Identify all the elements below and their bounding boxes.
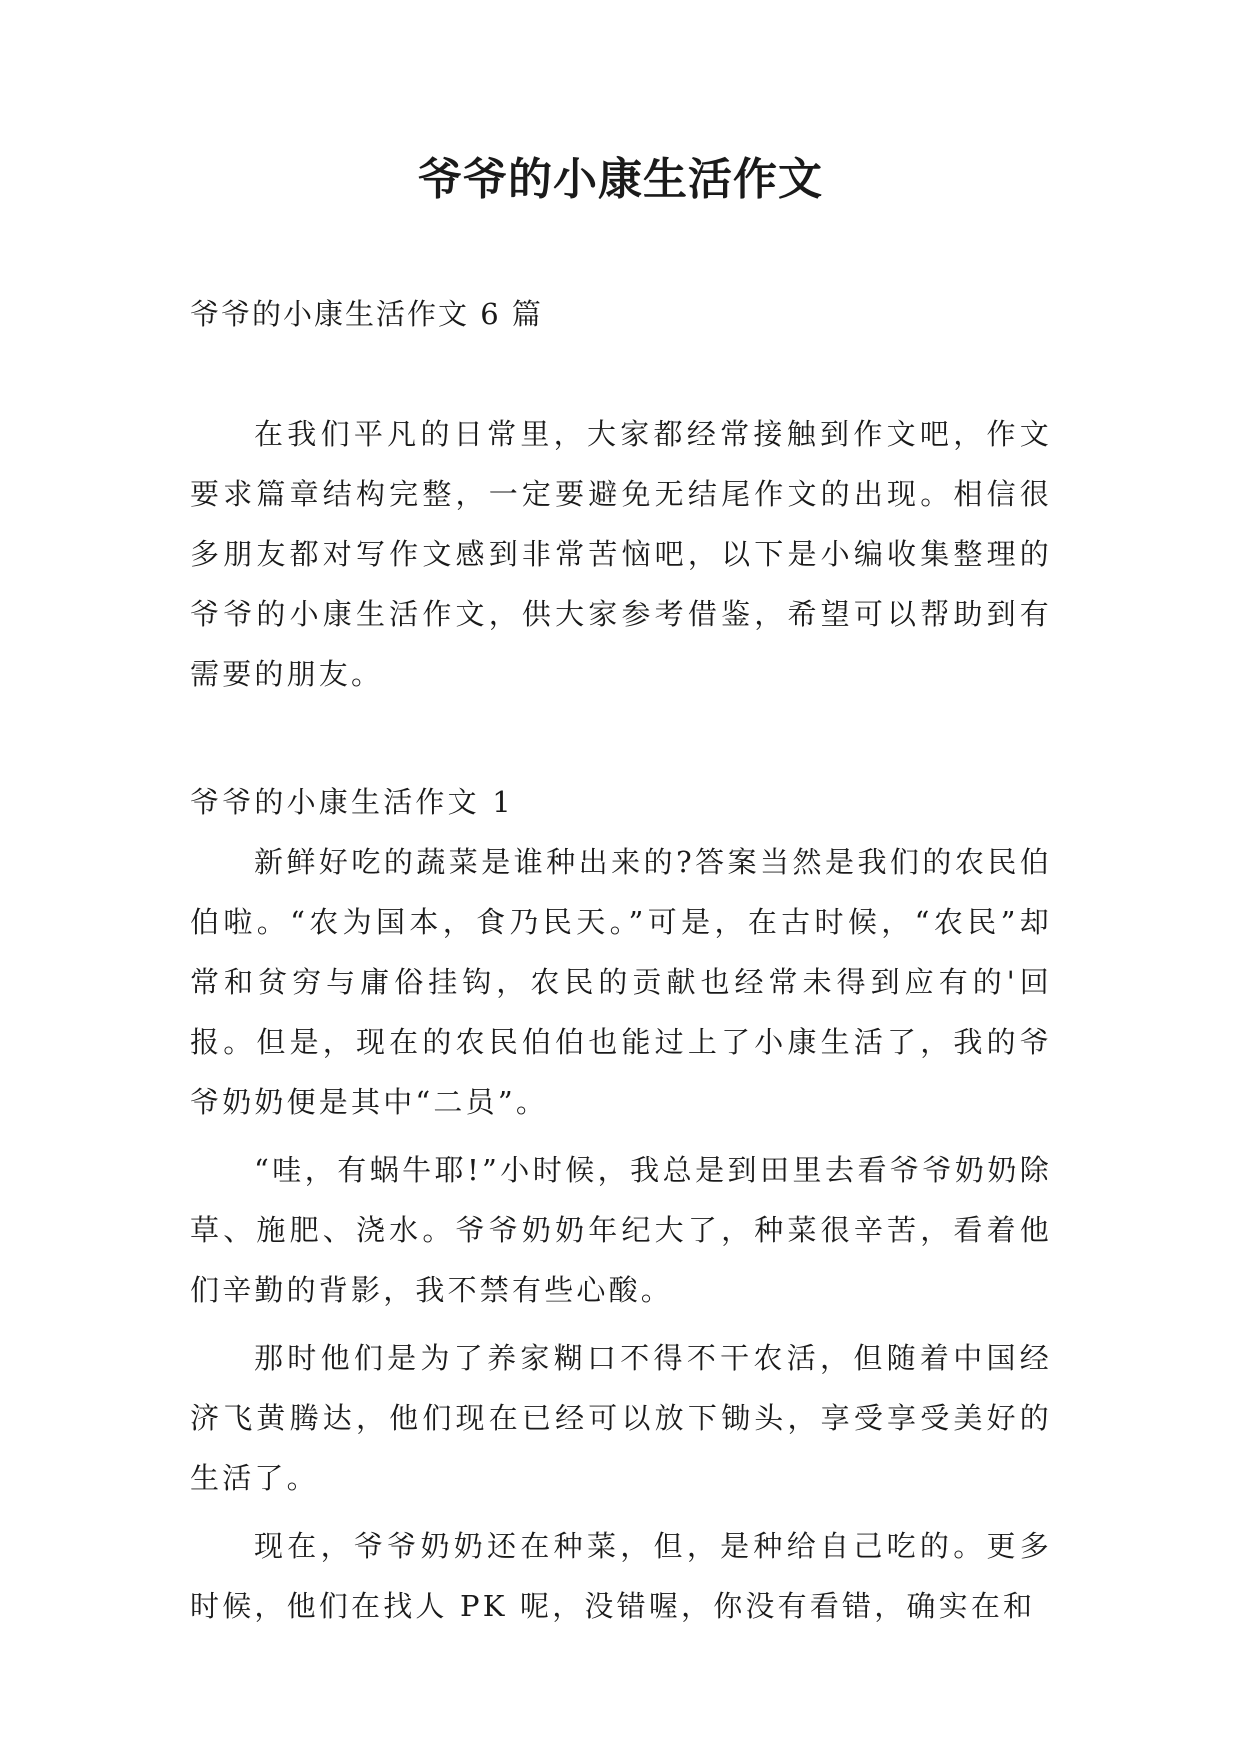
document-subtitle: 爷爷的小康生活作文 6 篇 — [190, 297, 543, 331]
section-heading: 爷爷的小康生活作文 1 — [190, 785, 514, 819]
body-paragraph: 新鲜好吃的蔬菜是谁种出来的?答案当然是我们的农民伯伯啦。“农为国本，食乃民天。”可是，在古时候，“农民”却常和贫穷与庸俗挂钩，农民的贡献也经常未得到应有的'回报。但是，现在的农民伯伯也能过上了小康生活了，我的爷爷奶奶便是其中“二员”。 — [190, 845, 1052, 1119]
document-title: 爷爷的小康生活作文 — [418, 154, 823, 205]
document-body — [190, 404, 1052, 1636]
body-paragraph: “哇，有蜗牛耶!”小时候，我总是到田里去看爷爷奶奶除草、施肥、浇水。爷爷奶奶年纪大了，种菜很辛苦，看着他们辛勤的背影，我不禁有些心酸。 — [190, 1153, 1052, 1307]
body-paragraph: 那时他们是为了养家糊口不得不干农活，但随着中国经济飞黄腾达，他们现在已经可以放下锄头，享受享受美好的生活了。 — [190, 1341, 1052, 1495]
body-paragraph: 现在，爷爷奶奶还在种菜，但，是种给自己吃的。更多时候，他们在找人 PK 呢，没错喔，你没有看错，确实在和 — [190, 1529, 1052, 1623]
intro-paragraph: 在我们平凡的日常里，大家都经常接触到作文吧，作文要求篇章结构完整，一定要避免无结尾作文的出现。相信很多朋友都对写作文感到非常苦恼吧，以下是小编收集整理的爷爷的小康生活作文，供大家参考借鉴，希望可以帮助到有需要的朋友。 — [190, 417, 1052, 691]
